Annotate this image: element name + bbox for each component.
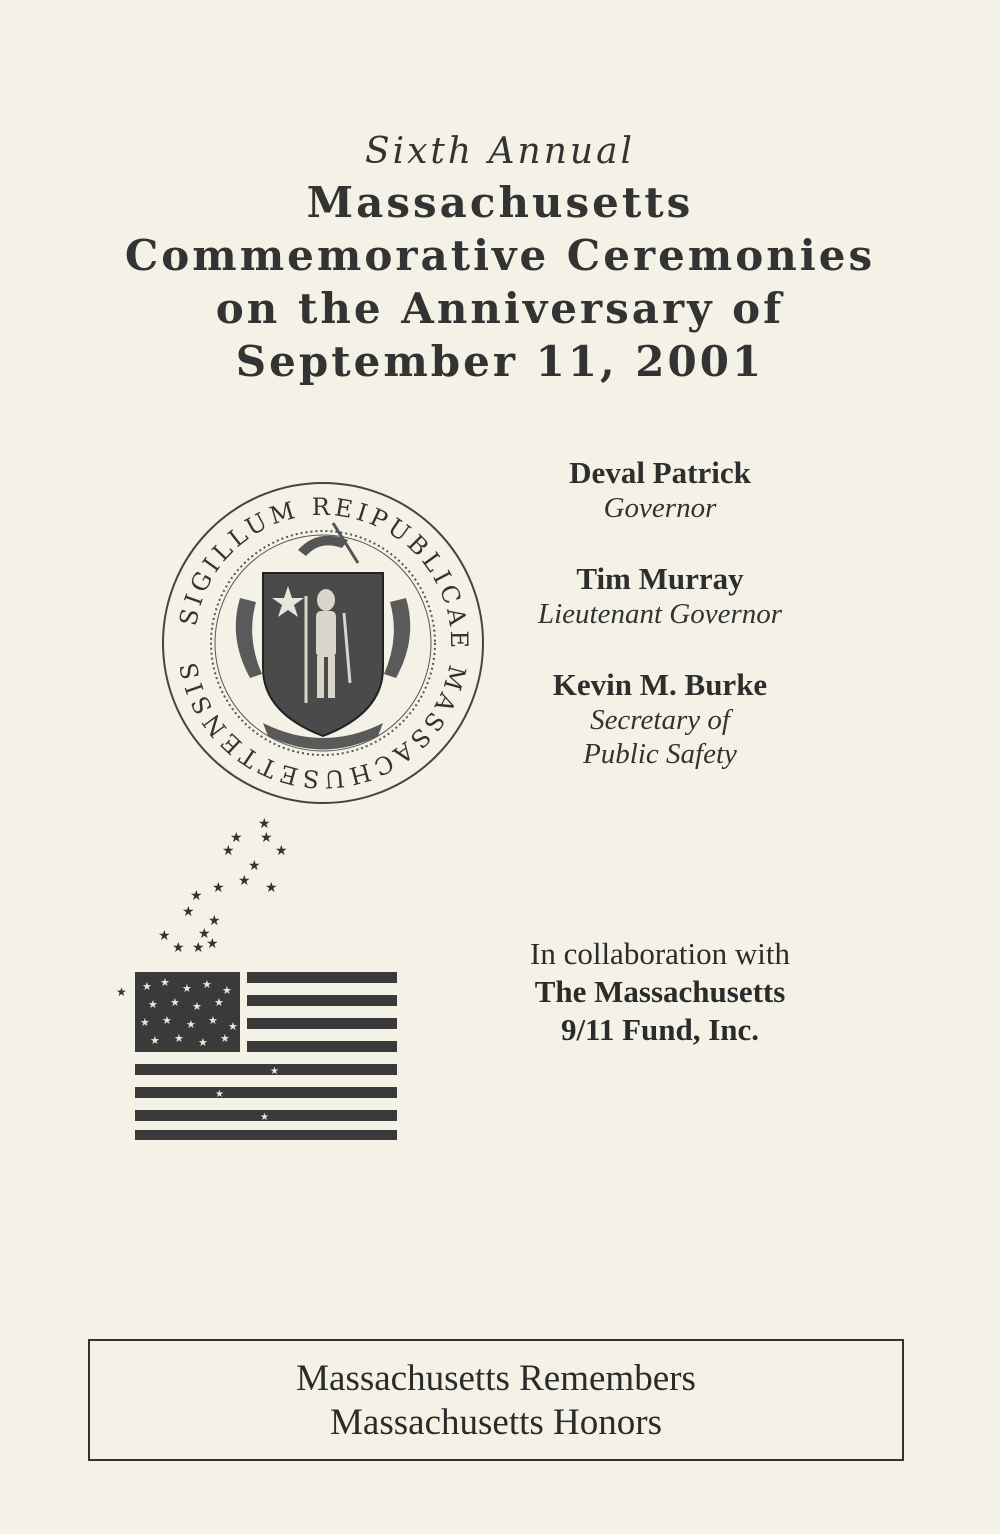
svg-text:★: ★ <box>190 888 203 904</box>
official-secretary <box>470 667 850 771</box>
svg-text:★: ★ <box>202 978 212 991</box>
svg-text:★: ★ <box>160 976 170 989</box>
collaboration-org-line-1: The Massachusetts <box>534 974 786 1009</box>
motto-box <box>88 1339 904 1461</box>
edition-subtitle: Sixth Annual <box>364 131 636 172</box>
official-name: Tim Murray <box>576 561 744 596</box>
svg-text:★: ★ <box>162 1014 172 1027</box>
svg-text:★: ★ <box>116 985 127 999</box>
svg-text:★: ★ <box>275 843 288 859</box>
title-line-4: September 11, 2001 <box>235 337 765 386</box>
svg-text:★: ★ <box>260 830 273 846</box>
svg-text:★: ★ <box>182 982 192 995</box>
title-line-3: on the Anniversary of <box>215 284 785 333</box>
official-title: Lieutenant Governor <box>537 598 783 630</box>
svg-text:★: ★ <box>206 936 219 952</box>
svg-text:★: ★ <box>148 998 158 1011</box>
official-lieutenant-governor <box>470 561 850 631</box>
svg-text:★: ★ <box>230 830 243 846</box>
svg-text:★: ★ <box>192 940 205 956</box>
svg-text:★: ★ <box>172 940 185 956</box>
svg-text:★: ★ <box>198 1036 208 1049</box>
official-title-line-2: Public Safety <box>583 738 737 770</box>
svg-text:★: ★ <box>192 1000 202 1013</box>
svg-text:★: ★ <box>222 984 232 997</box>
svg-text:★: ★ <box>215 1089 224 1100</box>
officials-list <box>470 455 850 807</box>
official-name: Kevin M. Burke <box>552 667 768 702</box>
official-governor <box>470 455 850 525</box>
official-name: Deval Patrick <box>569 455 751 490</box>
title-block <box>0 128 1000 388</box>
svg-text:★: ★ <box>174 1032 184 1045</box>
collaboration-org-line-2: 9/11 Fund, Inc. <box>560 1012 760 1047</box>
american-flag-icon <box>110 810 410 1140</box>
massachusetts-seal-icon <box>158 478 488 808</box>
svg-text:★: ★ <box>208 1014 218 1027</box>
title-line-1: Massachusetts <box>306 178 694 227</box>
svg-text:★: ★ <box>265 880 278 896</box>
svg-text:★: ★ <box>150 1034 160 1047</box>
svg-text:★: ★ <box>214 996 224 1009</box>
svg-text:★: ★ <box>170 996 180 1009</box>
svg-text:★: ★ <box>270 1066 279 1077</box>
collaboration-intro: In collaboration with <box>530 936 790 971</box>
collaboration-block <box>470 935 850 1049</box>
svg-text:★: ★ <box>212 880 225 896</box>
title-line-2: Commemorative Ceremonies <box>124 231 876 280</box>
svg-text:★: ★ <box>182 904 195 920</box>
official-title-line-1: Secretary of <box>590 704 730 736</box>
svg-text:★: ★ <box>186 1018 196 1031</box>
svg-text:★: ★ <box>158 928 171 944</box>
svg-text:★: ★ <box>208 913 221 929</box>
svg-text:★: ★ <box>220 1032 230 1045</box>
svg-text:★: ★ <box>258 816 271 832</box>
motto-line-2: Massachusetts Honors <box>330 1402 662 1443</box>
svg-text:★: ★ <box>248 858 261 874</box>
svg-text:★: ★ <box>198 926 211 942</box>
svg-text:★: ★ <box>228 1020 238 1033</box>
svg-text:★: ★ <box>142 980 152 993</box>
svg-text:★: ★ <box>260 1112 269 1123</box>
motto-line-1: Massachusetts Remembers <box>296 1358 696 1399</box>
svg-text:★: ★ <box>238 873 251 889</box>
seal-ring-text: SIGILLUM REIPUBLICAE MASSACHUSETTENSIS <box>173 492 474 794</box>
svg-text:★: ★ <box>140 1016 150 1029</box>
official-title: Governor <box>603 492 717 524</box>
svg-text:★: ★ <box>222 843 235 859</box>
